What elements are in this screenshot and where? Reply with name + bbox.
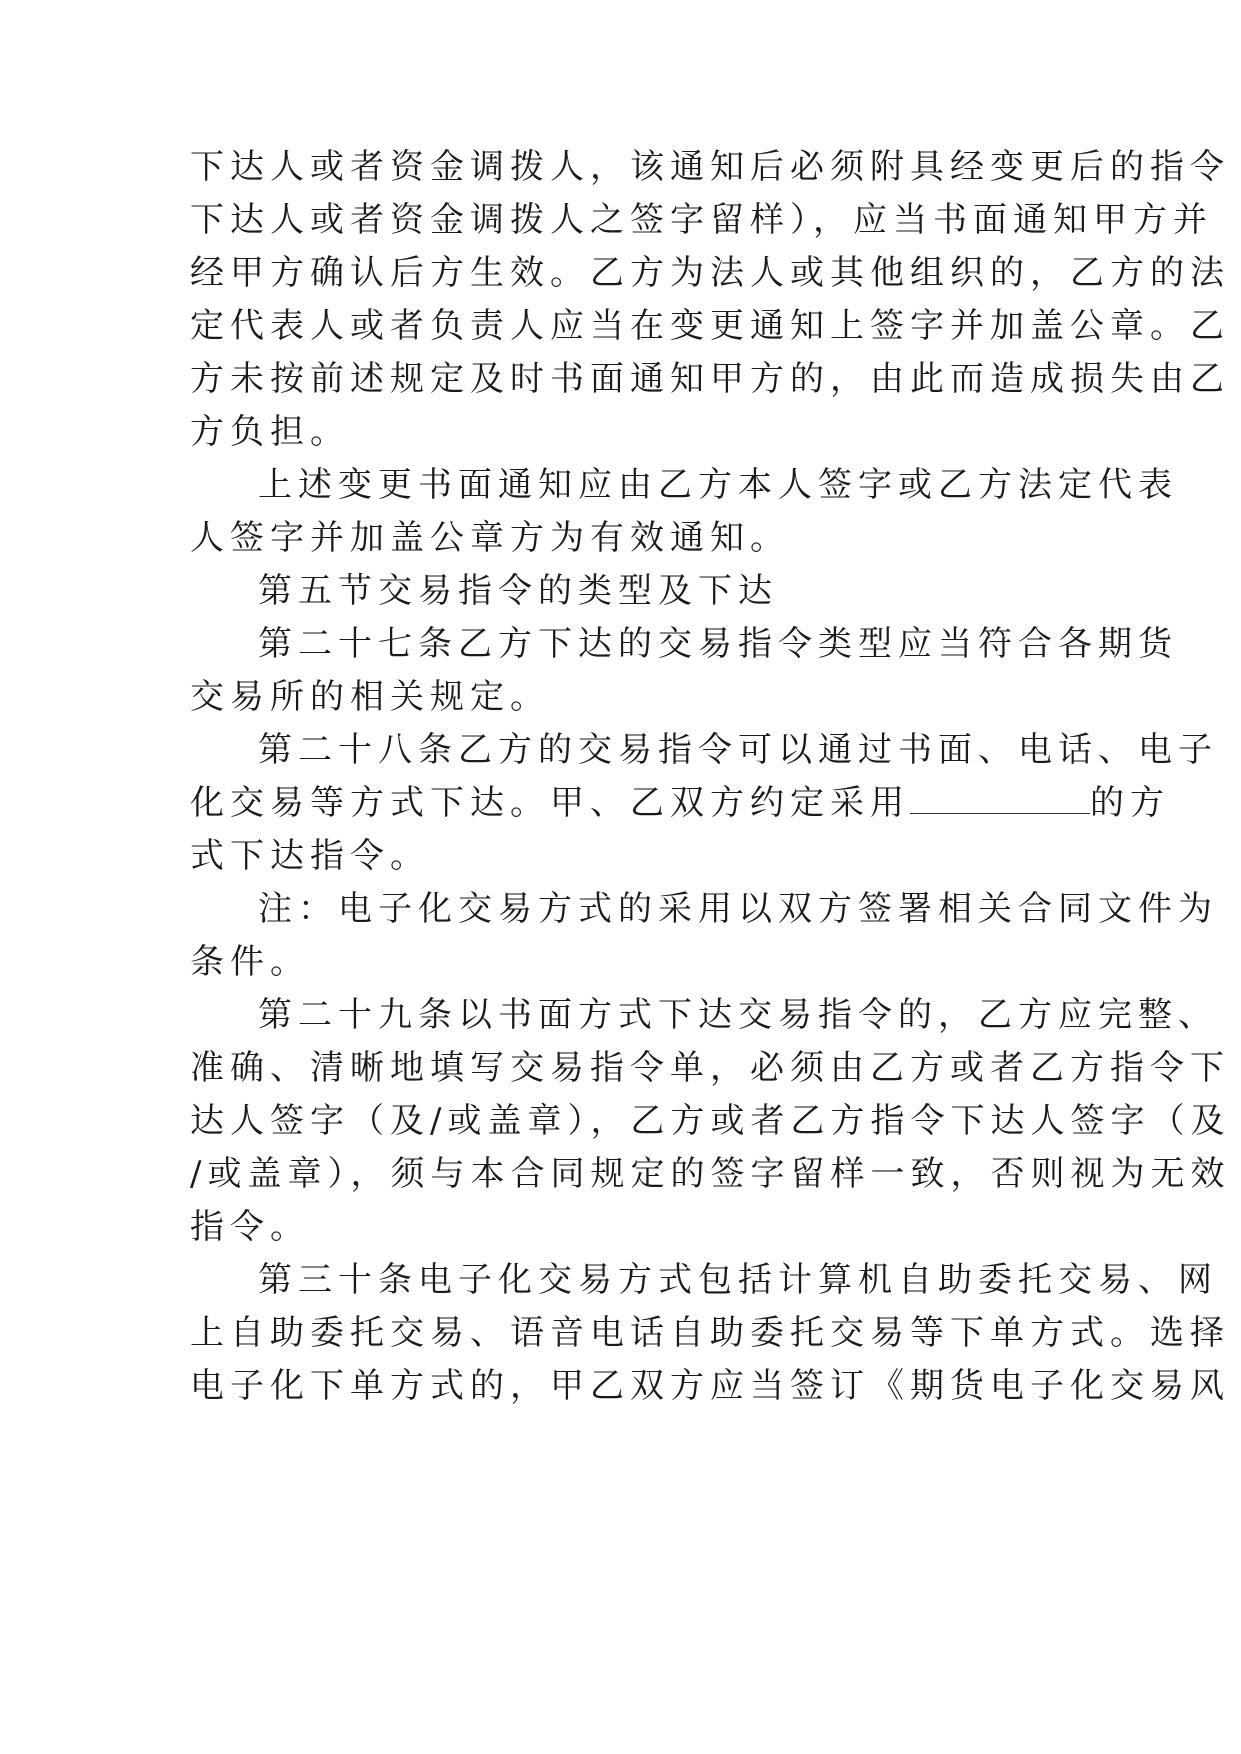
fill-in-blank xyxy=(910,783,1090,814)
text-line: 条件。 xyxy=(190,942,310,982)
paragraph-first-line: 上述变更书面通知应由乙方本人签字或乙方法定代表 xyxy=(258,465,1178,505)
text-line: 达人签字（及/或盖章），乙方或者乙方指令下达人签字（及 xyxy=(190,1101,1231,1141)
text-line-with-blank xyxy=(190,773,1170,833)
text-line: 方未按前述规定及时书面通知甲方的，由此而造成损失由乙 xyxy=(190,359,1230,399)
text-line: 定代表人或者负责人应当在变更通知上签字并加盖公章。乙 xyxy=(190,306,1230,346)
text-line: 指令。 xyxy=(190,1207,310,1247)
line-suffix: 的方 xyxy=(1090,783,1170,823)
text-line: 方负担。 xyxy=(190,412,350,452)
text-line: 下达人或者资金调拨人之签字留样），应当书面通知甲方并 xyxy=(190,200,1213,240)
text-line: 交易所的相关规定。 xyxy=(190,677,550,717)
article-27-first-line: 第二十七条乙方下达的交易指令类型应当符合各期货 xyxy=(258,624,1178,664)
text-line: 式下达指令。 xyxy=(190,836,430,876)
article-29-first-line: 第二十九条以书面方式下达交易指令的，乙方应完整、 xyxy=(258,995,1218,1035)
text-line: 准确、清晰地填写交易指令单，必须由乙方或者乙方指令下 xyxy=(190,1048,1230,1088)
article-28-first-line: 第二十八条乙方的交易指令可以通过书面、电话、电子 xyxy=(258,730,1218,770)
text-line: 下达人或者资金调拨人，该通知后必须附具经变更后的指令 xyxy=(190,147,1230,187)
text-line: 上自助委托交易、语音电话自助委托交易等下单方式。选择 xyxy=(190,1313,1230,1353)
text-line: 人签字并加盖公章方为有效通知。 xyxy=(190,518,790,558)
section-heading: 第五节交易指令的类型及下达 xyxy=(258,571,778,611)
note-first-line: 注：电子化交易方式的采用以双方签署相关合同文件为 xyxy=(258,889,1218,929)
text-line: 电子化下单方式的，甲乙双方应当签订《期货电子化交易风 xyxy=(190,1366,1230,1406)
text-line: 经甲方确认后方生效。乙方为法人或其他组织的，乙方的法 xyxy=(190,253,1230,293)
text-line: /或盖章），须与本合同规定的签字留样一致，否则视为无效 xyxy=(190,1154,1231,1194)
article-30-first-line: 第三十条电子化交易方式包括计算机自助委托交易、网 xyxy=(258,1260,1218,1300)
line-prefix: 化交易等方式下达。甲、乙双方约定采用 xyxy=(190,783,910,823)
